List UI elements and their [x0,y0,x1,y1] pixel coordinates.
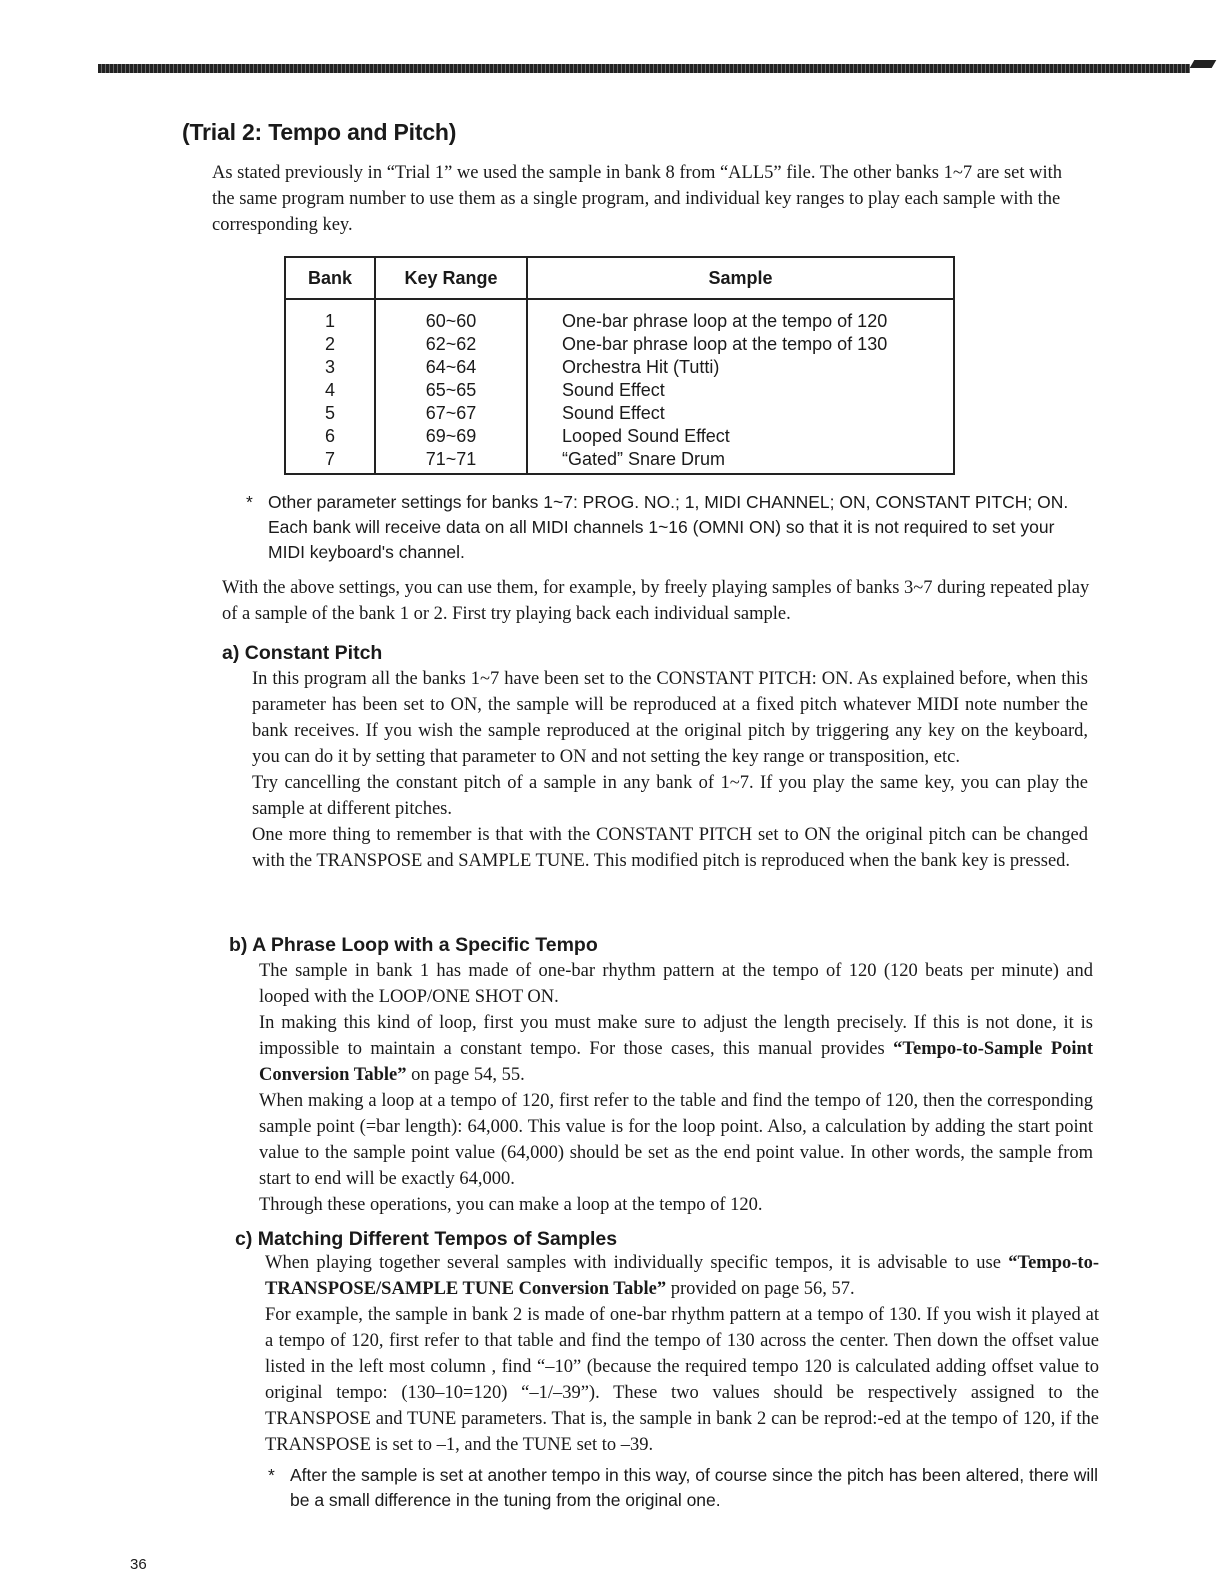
cell-key-range: 60~60 [375,299,527,333]
cell-bank: 7 [285,448,375,474]
cell-key-range: 64~64 [375,356,527,379]
cell-key-range: 69~69 [375,425,527,448]
constant-pitch-paragraph-1: In this program all the banks 1~7 have been set to the CONSTANT PITCH: ON. As explained before, when this parameter has been set to ON, the sample will be reproduced at a fixed pitch whatever MIDI note number the bank receives. If you wish the sample reproduced at the original pitch by triggering any key on the keyboard, you can do it by setting that parameter to ON and not setting the key range or transposition, etc. [252,669,1088,767]
conversion-table-reference: “Tempo-to-Sample Point Conversion Table” [259,1039,1094,1085]
cell-sample: Orchestra Hit (Tutti) [527,356,954,379]
bank-sample-table [284,256,955,475]
phrase-loop-paragraph-4: Through these operations, you can make a loop at the tempo of 120. [259,1195,763,1215]
conversion-table-reference: “Tempo-to-TRANSPOSE/SAMPLE TUNE Conversion Table” [265,1253,1099,1299]
header-bank: Bank [285,257,375,299]
phrase-loop-heading: b) A Phrase Loop with a Specific Tempo [229,934,598,956]
phrase-loop-paragraph-1: The sample in bank 1 has made of one-bar rhythm pattern at the tempo of 120 (120 beats per minute) and looped with the LOOP/ONE SHOT ON. [259,961,1093,1007]
cell-key-range: 62~62 [375,333,527,356]
table-row [285,448,954,474]
phrase-loop-paragraph-2 [259,1010,1093,1088]
parameter-note [246,490,1088,565]
cell-sample: Sound Effect [527,402,954,425]
cell-key-range: 65~65 [375,379,527,402]
tuning-note [268,1463,1110,1513]
cell-key-range: 67~67 [375,402,527,425]
header-key-range: Key Range [375,257,527,299]
cell-bank: 1 [285,299,375,333]
settings-paragraph: With the above settings, you can use them, for example, by freely playing samples of banks 3~7 during repeated play of a sample of the bank 1 or 2. First try playing back each individual sample. [222,578,1090,624]
table-header-row [285,257,954,299]
section-title: (Trial 2: Tempo and Pitch) [182,119,457,145]
note-asterisk: * [246,492,253,512]
matching-tempos-paragraph-2: For example, the sample in bank 2 is made of one-bar rhythm pattern at a tempo of 130. If you wish it played at a tempo of 120, first refer to that table and find the tempo of 130 across the center. Then down the offset value listed in the left most column , find “–10” (because the required tempo 120 is calculated adding offset value to original tempo: (130–10=120) “–1/–39”). These two values should be respectively assigned to the TRANSPOSE and TUNE parameters. That is, the sample in bank 2 can be reprod:-ed at the tempo of 120, if the TRANSPOSE is set to –1, and the TUNE set to –39. [265,1305,1099,1455]
constant-pitch-paragraph-3: One more thing to remember is that with the CONSTANT PITCH set to ON the original pitch can be changed with the TRANSPOSE and SAMPLE TUNE. This modified pitch is reproduced when the bank key is pressed. [252,825,1088,871]
cell-bank: 4 [285,379,375,402]
matching-tempos-body [265,1250,1099,1458]
matching-tempos-heading: c) Matching Different Tempos of Samples [235,1228,618,1250]
note-asterisk: * [268,1465,275,1485]
cell-sample: One-bar phrase loop at the tempo of 130 [527,333,954,356]
cell-sample: Looped Sound Effect [527,425,954,448]
header-rule [98,64,1190,73]
table-row [285,402,954,425]
table-row [285,333,954,356]
table-row [285,356,954,379]
constant-pitch-heading: a) Constant Pitch [222,642,383,664]
phrase-loop-paragraph-3: When making a loop at a tempo of 120, first refer to the table and find the tempo of 120, then the corresponding sample point (=bar length): 64,000. This value is for the loop point. Also, a calculation by adding the start point value to the sample point value (64,000) should be set as the end point value. In other words, the sample from start to end will be exactly 64,000. [259,1091,1093,1189]
cell-sample: Sound Effect [527,379,954,402]
cell-bank: 5 [285,402,375,425]
cell-sample: “Gated” Snare Drum [527,448,954,474]
page-number: 36 [130,1556,147,1573]
cell-bank: 3 [285,356,375,379]
constant-pitch-paragraph-2: Try cancelling the constant pitch of a sample in any bank of 1~7. If you play the same key, you can play the sample at different pitches. [252,773,1088,819]
table-row [285,299,954,333]
table-row [285,379,954,402]
page-reference: provided on page 56, 57. [666,1279,855,1299]
cell-bank: 2 [285,333,375,356]
header-rule-tail [1190,60,1217,68]
cell-key-range: 71~71 [375,448,527,474]
note-text: Other parameter settings for banks 1~7: PROG. NO.; 1, MIDI CHANNEL; ON, CONSTANT PITCH; ON. Each bank will receive data on all MIDI channels 1~16 (OMNI ON) so that it is not required to set your MIDI keyboard's channel. [268,492,1069,562]
page-reference: on page 54, 55. [406,1065,525,1085]
intro-paragraph: As stated previously in “Trial 1” we used the sample in bank 8 from “ALL5” file. The other banks 1~7 are set with the same program number to use them as a single program, and individual key ranges to play each sample with the corresponding key. [212,163,1063,235]
phrase-loop-body [259,958,1093,1218]
header-sample: Sample [527,257,954,299]
phrase-loop-text: In making this kind of loop, first you must make sure to adjust the length precisely. If this is not done, it is impossible to maintain a constant tempo. For those cases, this manual provides [259,1013,1093,1059]
note-text: After the sample is set at another tempo in this way, of course since the pitch has been altered, there will be a small difference in the tuning from the original one. [290,1465,1099,1510]
matching-tempos-text: When playing together several samples with individually specific tempos, it is advisable to use [265,1253,1009,1273]
cell-sample: One-bar phrase loop at the tempo of 120 [527,299,954,333]
table-row [285,425,954,448]
constant-pitch-body [252,666,1088,874]
matching-tempos-paragraph-1 [265,1250,1099,1302]
cell-bank: 6 [285,425,375,448]
